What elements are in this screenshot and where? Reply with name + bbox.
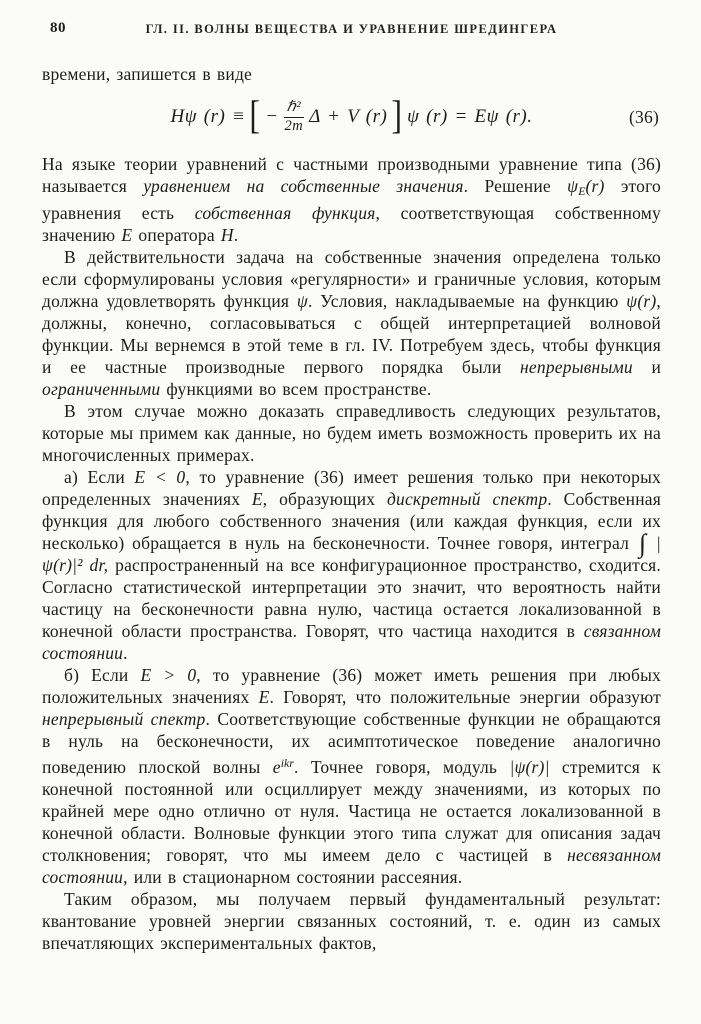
fraction-hbar2-2m: [284, 100, 305, 133]
text-run: и: [632, 356, 662, 377]
text-run: этого уравнения есть: [42, 176, 661, 223]
text-run: . Условия, накладываемые на функцию: [307, 290, 627, 311]
equation-rhs: ψ (r) = Eψ (r).: [407, 106, 533, 127]
text-run: В действительности задача на собственные значения определена только если сформулированы условия «регулярности» и граничные условия, которым должна удовлетворять функция: [42, 246, 661, 311]
text-run: ψ: [296, 290, 308, 311]
text-run: E: [258, 686, 270, 707]
text-run: непрерывными: [520, 356, 633, 377]
text-run: . Собственная функция для любого собственного значения (или каждая функция, если их несколько) обращается в нуль на бесконечности. Точнее говоря, интеграл: [42, 488, 661, 553]
text-run: ikr: [280, 755, 294, 770]
text-run: , или в стационарном состоянии рассеяния.: [123, 866, 463, 887]
text-run: . Точнее говоря, модуль: [293, 756, 510, 777]
text-run: E: [121, 224, 133, 245]
paragraphs: [42, 153, 661, 954]
text-run: , должны, конечно, согласовываться с общей интерпретацией волновой функции. Мы вернемся в этой теме в гл. IV. Потребуем здесь, чтобы функция и ее частные производные первого порядка были: [42, 290, 661, 377]
text-run: , то уравнение (36) имеет решения только при некоторых определенных значениях: [42, 466, 661, 509]
text-run: уравнением на собственные значения: [143, 176, 464, 196]
text-run: e: [272, 756, 281, 777]
text-run: , соответствующая собственному значению: [42, 202, 662, 245]
page-header: [42, 20, 661, 38]
intro-line: времени, запишется в виде: [42, 64, 253, 84]
paragraph: [42, 888, 661, 954]
text-run: .: [123, 642, 128, 663]
text-run: H: [220, 224, 234, 245]
text-run: непрерывный спектр: [42, 708, 206, 729]
minus-sign: −: [265, 106, 279, 127]
text-run: (r): [585, 176, 605, 196]
fraction-numerator: ℏ²: [284, 100, 305, 117]
text-run: несвязанном состоянии: [42, 844, 661, 887]
text-run: ψ: [567, 176, 579, 196]
text-run: , то уравнение (36) может иметь решения при любых положительных значениях: [42, 664, 661, 707]
text-run: собственная функция: [194, 202, 376, 223]
text-run: стремится к конечной постоянной или осциллирует между значениями, из которых по крайней мере одно отлично от нуля. Частица не остается локализованной в конечной области. Волновые функции этого типа служат для описания задач столкновения; говорят, что мы имеем дело с частицей в: [42, 756, 662, 865]
text-run: . Решение: [463, 176, 568, 196]
text-run: .: [233, 224, 239, 245]
paragraph: [42, 246, 661, 400]
text-run: E: [578, 183, 586, 198]
text-run: , образующих: [262, 488, 387, 509]
fraction-denominator: 2m: [284, 117, 304, 134]
equation-number: (36): [629, 107, 659, 127]
text-run: В этом случае можно доказать справедливость следующих результатов, которые мы примем как данные, но будем иметь возможность проверить их на многочисленных примерах.: [42, 400, 661, 465]
text-run: ограниченными: [42, 378, 161, 399]
paragraph: [42, 153, 661, 246]
laplacian-plus-potential: Δ + V (r): [309, 106, 388, 127]
text-run: . Соответствующие собственные функции не обращаются в нуль на бесконечности, их асимптотическое поведение аналогично поведению плоской волны: [42, 708, 661, 777]
integral-symbol: ∫: [638, 529, 647, 559]
page-number: 80: [50, 20, 66, 36]
text-run: |ψ(r)|² dr,: [42, 532, 661, 575]
text-run: E < 0: [134, 466, 186, 487]
equation-body: Hψ (r) ≡ [ − $\frac{\text{ℏ²}}{2m}$ Δ + V (r) ] ψ (r) = Eψ (r).: [170, 92, 533, 137]
text-run: E: [251, 488, 263, 509]
text-run: дискретный спектр: [386, 488, 548, 509]
text-run: На языке теории уравнений с частными производными уравнение типа (36) называется: [42, 154, 661, 196]
paragraph: [42, 664, 661, 888]
equation-lhs: Hψ (r) ≡: [170, 106, 246, 127]
text-run: связанном состоянии: [42, 620, 661, 663]
text-run: оператора: [132, 224, 221, 245]
text-run: E > 0: [140, 664, 197, 685]
text-run: функциями во всем пространстве.: [160, 378, 432, 399]
page-body: [42, 63, 661, 954]
text-run: распространенный на все конфигурационное пространство, сходится. Согласно статистической интерпретации это значит, что вероятность найти частицу на бесконечности равна нулю, частица остается локализованной в конечной области пространства. Говорят, что частица находится в: [42, 554, 661, 641]
text-run: |ψ(r)|: [509, 756, 550, 777]
text-run: а) Если: [64, 466, 135, 487]
text-run: Таким образом, мы получаем первый фундаментальный результат: квантование уровней энергии связанных состояний, т. е. один из самых впечатляющих экспериментальных фактов,: [42, 888, 661, 953]
text-run: б) Если: [64, 664, 141, 685]
paragraph: [42, 466, 661, 664]
running-head: ГЛ. II. ВОЛНЫ ВЕЩЕСТВА И УРАВНЕНИЕ ШРЕДИНГЕРА: [145, 22, 558, 36]
text-run: ψ(r): [626, 290, 657, 311]
paragraph: [42, 400, 661, 466]
text-run: . Говорят, что положительные энергии образуют: [269, 686, 661, 707]
equation-36: [42, 91, 661, 143]
